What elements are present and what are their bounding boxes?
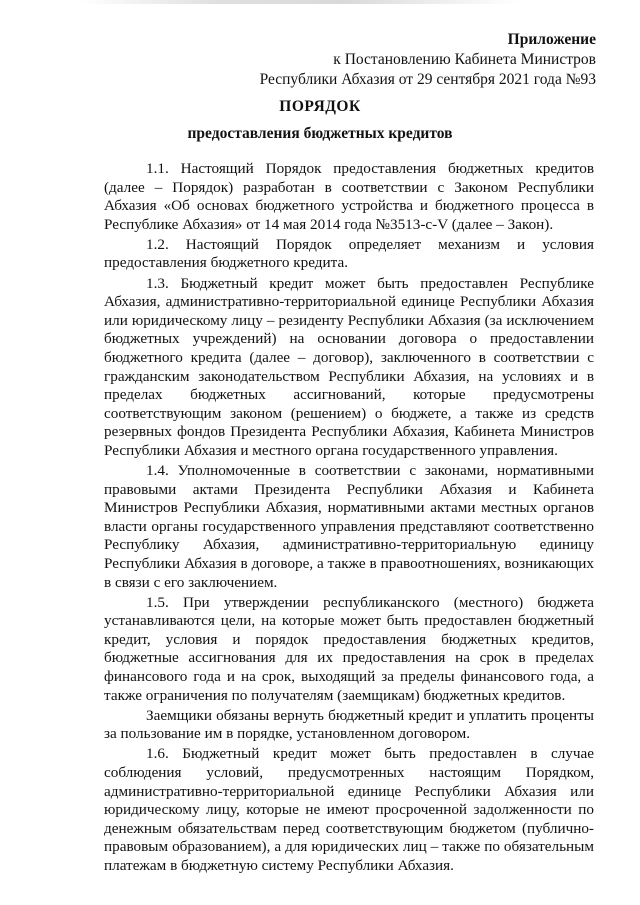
paragraph-1-1: 1.1. Настоящий Порядок предоставления бюджетных кредитов (далее – Порядок) разработан в соответствии с Законом Республики Абхазия «Об основах бюджетного устройства и бюджетного процесса в Республике Абхазия» от 14 мая 2014 года №3513-с-V (далее – Закон). [104,160,594,233]
appendix-block [260,30,596,90]
appendix-title: Приложение [507,31,596,48]
scan-edge-mark [80,0,520,4]
document-subtitle: предоставления бюджетных кредитов [187,125,453,142]
paragraph-1-5: 1.5. При утверждении республиканского (местного) бюджета устанавливаются цели, на которые может быть предоставлен бюджетный кредит, условия и порядок предоставления бюджетных кредитов, бюджетные ассигнования для их предоставления на срок в пределах финансового года и на срок, выходящий за пределы финансового года, а также ограничения по получателям (заемщикам) бюджетных кредитов. [104,593,594,704]
document-title: ПОРЯДОК [279,98,361,115]
paragraph-1-4: 1.4. Уполномоченные в соответствии с законами, нормативными правовыми актами Президента Республики Абхазия и Кабинета Министров Республики Абхазия, нормативными актами местных органов власти органы государственного управления представляют соответственно Республику Абхазия, административно-территориальную единицу Республики Абхазия в договоре, а также в правоотношениях, возникающих в связи с его заключением. [104,462,594,591]
paragraph-1-3: 1.3. Бюджетный кредит может быть предоставлен Республике Абхазия, административно-территориальной единице Республики Абхазия или юридическому лицу – резиденту Республики Абхазия (за исключением бюджетных учреждений) на основании договора о предоставлении бюджетного кредита (далее – договор), заключенного в соответствии с гражданским законодательством Республики Абхазия, на условиях и в пределах бюджетных ассигнований, которые предусмотрены соответствующим законом (решением) о бюджете, а также из средств резервных фондов Президента Республики Абхазия, Кабинета Министров Республики Абхазия и местного органа государственного управления. [104,274,594,459]
paragraph-1-2: 1.2. Настоящий Порядок определяет механизм и условия предоставления бюджетного кредита. [104,235,594,272]
appendix-line-2: Республики Абхазия от 29 сентября 2021 года №93 [259,71,596,88]
appendix-line-1: к Постановлению Кабинета Министров [333,51,596,68]
paragraph-borrowers: Заемщики обязаны вернуть бюджетный кредит и уплатить проценты за пользование им в порядке, установленном договором. [104,706,594,743]
document-body [104,160,594,877]
paragraph-1-6: 1.6. Бюджетный кредит может быть предоставлен в случае соблюдения условий, предусмотренных настоящим Порядком, административно-территориальной единице Республики Абхазия или юридическому лицу, которые не имеют просроченной задолженности по денежным обязательствам перед соответствующим бюджетом (публично-правовым образованием), а для юридических лиц – также по обязательным платежам в бюджетную систему Республики Абхазия. [104,745,594,874]
